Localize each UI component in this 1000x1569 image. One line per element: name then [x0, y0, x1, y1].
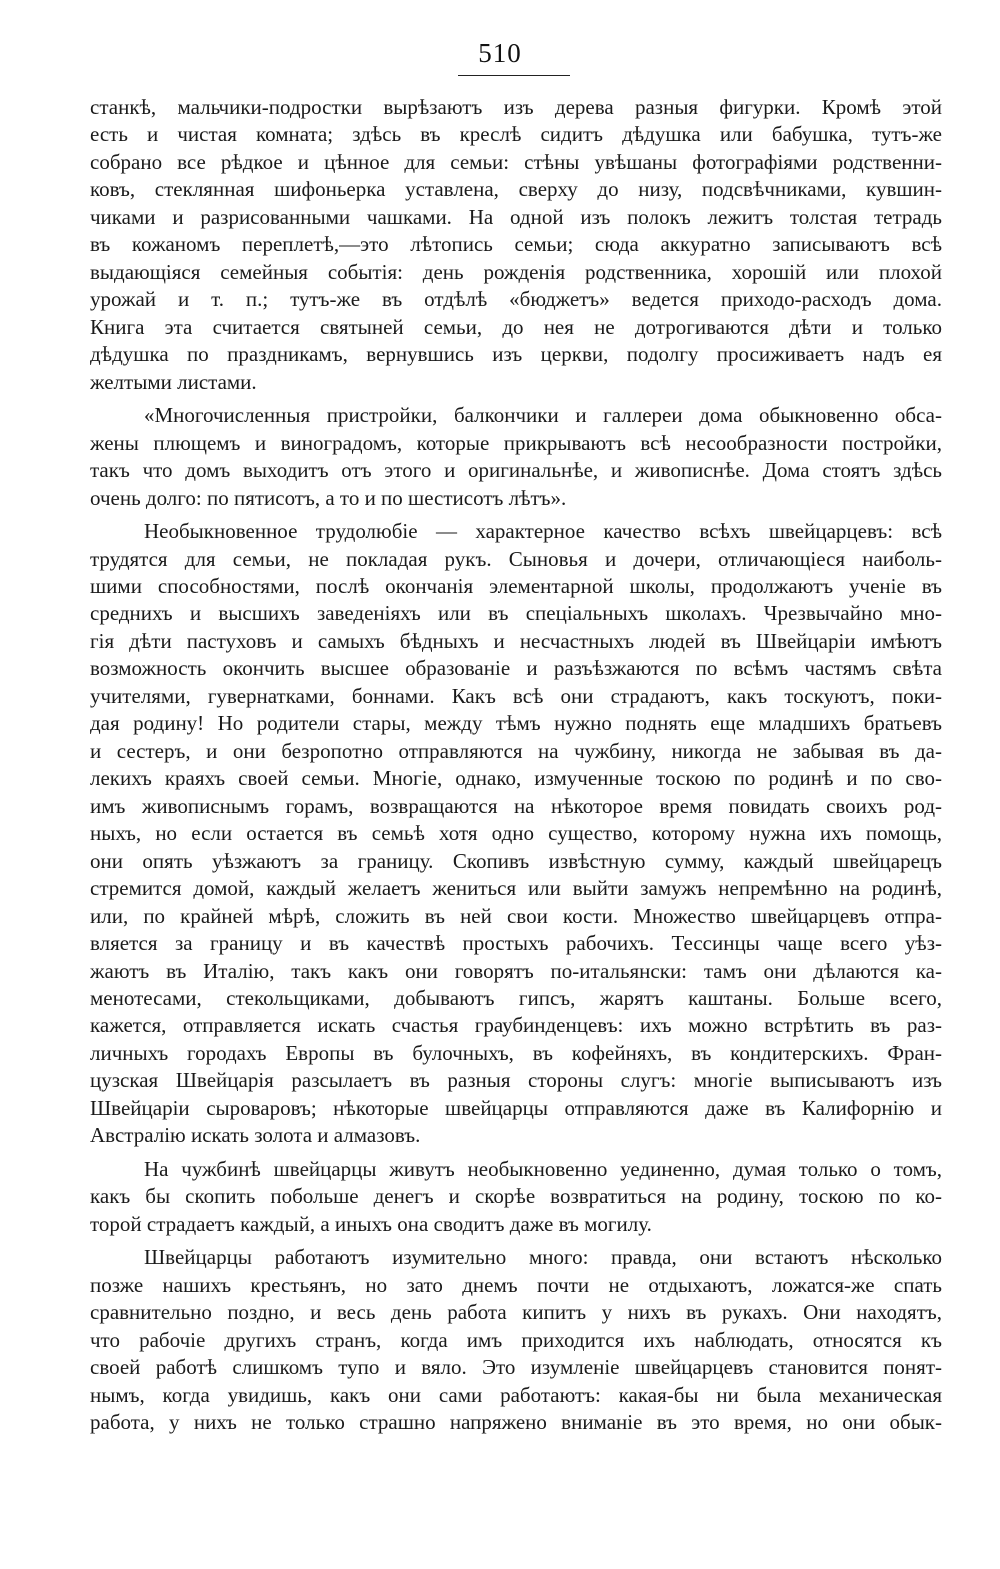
- text-line: ныхъ, но если остается въ семьѣ хотя одно существо, которому нужна ихъ помощь,: [90, 821, 942, 846]
- text-line: выдающіяся семейныя событія: день рожденія родственника, хорошій или плохой: [90, 259, 942, 284]
- text-line: есть и чистая комната; здѣсь въ креслѣ сидитъ дѣдушка или бабушка, тутъ-же: [90, 122, 942, 147]
- text-line: трудятся для семьи, не покладая рукъ. Сыновья и дочери, отличающіеся наиболь-: [90, 546, 942, 571]
- page-number: 510: [478, 38, 522, 68]
- text-line: Австралію искать золота и алмазовъ.: [90, 1123, 421, 1148]
- text-line: ковъ, стеклянная шифоньерка уставлена, сверху до низу, подсвѣчниками, кувшин-: [90, 177, 942, 202]
- text-line: жены плющемъ и виноградомъ, которые прикрываютъ всѣ несообразности постройки,: [90, 430, 942, 455]
- text-line: кажется, отправляется искать счастья граубинденцевъ: ихъ можно встрѣтить въ раз-: [90, 1013, 942, 1038]
- text-line: На чужбинѣ швейцарцы живутъ необыкновенно уединенно, думая только о томъ,: [144, 1156, 942, 1181]
- text-line: работа, у нихъ не только страшно напряжено вниманіе въ это время, но они обык-: [90, 1410, 942, 1435]
- text-line: что рабочіе другихъ странъ, когда имъ приходится ихъ наблюдать, относятся къ: [90, 1327, 942, 1352]
- text-line: цузская Швейцарія разсылаетъ въ разныя стороны слугъ: многіе выписываютъ изъ: [90, 1068, 942, 1093]
- text-line: нымъ, когда увидишь, какъ они сами работаютъ: какая-бы ни была механическая: [90, 1382, 942, 1407]
- text-line: такъ что домъ выходитъ отъ этого и оригинальнѣе, и живописнѣе. Дома стоятъ здѣсь: [90, 458, 942, 483]
- paragraph: [90, 518, 942, 1150]
- text-line: они опять уѣзжаютъ за границу. Скопивъ извѣстную сумму, каждый швейцарецъ: [90, 848, 942, 873]
- paragraph: [90, 402, 942, 512]
- text-line: личныхъ городахъ Европы въ булочныхъ, въ кофейняхъ, въ кондитерскихъ. Фран-: [90, 1040, 942, 1065]
- text-line: стремится домой, каждый желаетъ жениться или выйти замужъ непремѣнно на родинѣ,: [90, 876, 942, 901]
- text-line: чиками и разрисованными чашками. На одной изъ полокъ лежитъ толстая тетрадь: [90, 204, 942, 229]
- text-line: урожай и т. п.; тутъ-же въ отдѣлѣ «бюджетъ» ведется приходо-расходъ дома.: [90, 287, 942, 312]
- text-line: учителями, гувернатками, боннами. Какъ всѣ они страдаютъ, какъ тоскуютъ, поки-: [90, 683, 942, 708]
- text-line: въ кожаномъ переплетѣ,—это лѣтопись семьи; сюда аккуратно записываютъ всѣ: [90, 232, 942, 257]
- paragraph: [90, 1244, 942, 1436]
- text-line: «Многочисленныя пристройки, балкончики и галлереи дома обыкновенно обса-: [144, 403, 942, 428]
- text-line: позже нашихъ крестьянъ, но зато днемъ почти не отдыхаютъ, ложатся-же спать: [90, 1272, 942, 1297]
- text-line: Книга эта считается святыней семьи, до нея не дотрогиваются дѣти и только: [90, 314, 942, 339]
- text-line: или, по крайней мѣрѣ, сложить въ ней свои кости. Множество швейцарцевъ отпра-: [90, 903, 942, 928]
- text-line: Швейцаріи сыроваровъ; нѣкоторые швейцарцы отправляются даже въ Калифорнію и: [90, 1095, 942, 1120]
- text-line: лекихъ краяхъ своей семьи. Многіе, однако, измученные тоскою по родинѣ и по сво-: [90, 766, 942, 791]
- text-line: Необыкновенное трудолюбіе — характерное качество всѣхъ швейцарцевъ: всѣ: [144, 519, 942, 544]
- text-line: вляется за границу и въ качествѣ простыхъ рабочихъ. Тессинцы чаще всего уѣз-: [90, 931, 942, 956]
- text-line: сравнительно поздно, и весь день работа кипитъ у нихъ въ рукахъ. Они находятъ,: [90, 1300, 942, 1325]
- text-line: менотесами, стекольщиками, добываютъ гипсъ, жарятъ каштаны. Больше всего,: [90, 986, 942, 1010]
- text-line: шими способностями, послѣ окончанія элементарной школы, продолжаютъ ученіе въ: [90, 573, 942, 598]
- text-line: своей работѣ слишкомъ тупо и вяло. Это изумленіе швейцарцевъ становится понят-: [90, 1355, 942, 1380]
- text-line: возможность окончить высшее образованіе и разъѣзжаются по всѣмъ частямъ свѣта: [90, 656, 942, 681]
- text-line: дѣдушка по праздникамъ, вернувшись изъ церкви, подолгу просиживаетъ надъ ея: [90, 342, 942, 367]
- text-line: какъ бы скопить побольше денегъ и скорѣе возвратиться на родину, тоскою по ко-: [90, 1184, 942, 1209]
- text-line: гія дѣти пастуховъ и самыхъ бѣдныхъ и несчастныхъ людей въ Швейцаріи имѣютъ: [90, 628, 942, 653]
- text-line: дая родину! Но родители стары, между тѣмъ нужно поднять еще младшихъ братьевъ: [90, 711, 942, 736]
- paragraph: [90, 1156, 942, 1238]
- text-body: [90, 94, 942, 1437]
- text-line: среднихъ и высшихъ заведеніяхъ или въ спеціальныхъ школахъ. Чрезвычайно мно-: [90, 601, 942, 626]
- text-line: имъ живописнымъ горамъ, возвращаются на нѣкоторое время повидать своихъ род-: [90, 793, 942, 818]
- text-line: Швейцарцы работаютъ изумительно много: правда, они встаютъ нѣсколько: [144, 1245, 942, 1270]
- paragraph: [90, 94, 942, 396]
- text-line: жаютъ въ Италію, такъ какъ они говорятъ по-итальянски: тамъ они дѣлаются ка-: [90, 958, 942, 983]
- text-line: желтыми листами.: [90, 369, 257, 394]
- text-line: собрано все рѣдкое и цѣнное для семьи: стѣны увѣшаны фотографіями родственни-: [90, 149, 942, 174]
- header-rule: [458, 75, 570, 76]
- text-line: станкѣ, мальчики-подростки вырѣзаютъ изъ дерева разныя фигурки. Кромѣ этой: [90, 95, 942, 119]
- text-line: очень долго: по пятисотъ, а то и по шестисотъ лѣтъ».: [90, 485, 567, 510]
- text-line: и сестеръ, и они безропотно отправляются на чужбину, никогда не забывая въ да-: [90, 738, 942, 763]
- text-line: торой страдаетъ каждый, а иныхъ она сводитъ даже въ могилу.: [90, 1211, 652, 1236]
